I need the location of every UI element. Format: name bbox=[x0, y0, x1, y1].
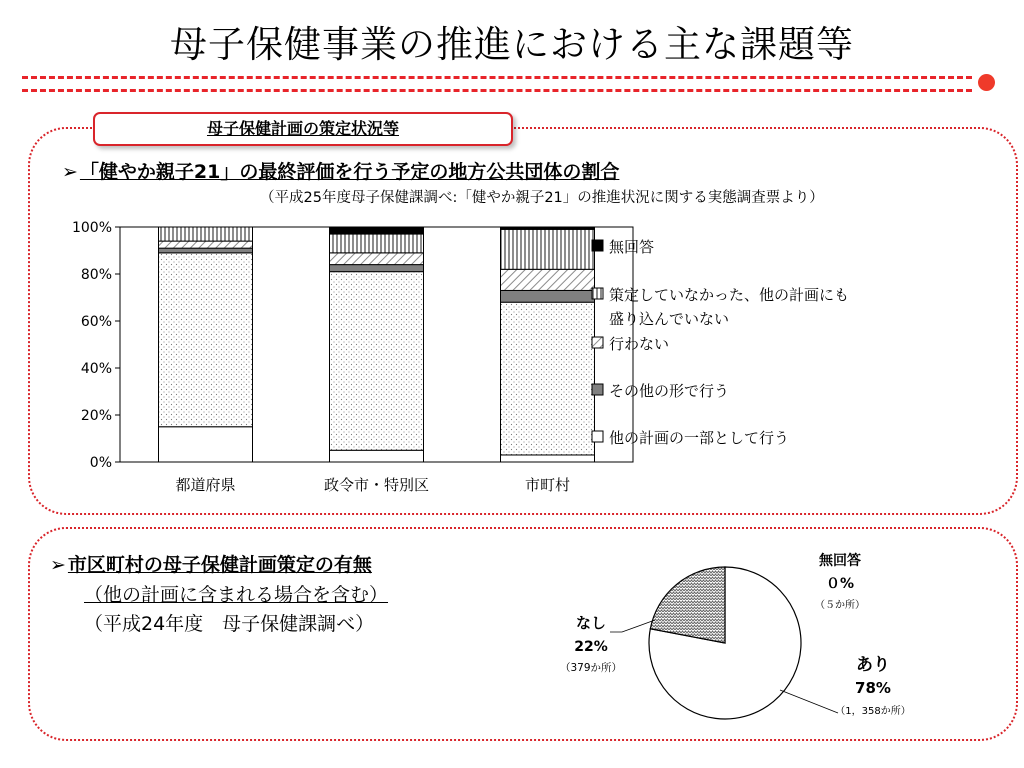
bar-segment bbox=[330, 227, 424, 234]
legend-label: 無回答 bbox=[609, 238, 655, 256]
bar-segment bbox=[330, 450, 424, 462]
bar-segment bbox=[501, 227, 595, 229]
bar-segment bbox=[330, 272, 424, 451]
x-tick-label: 市町村 bbox=[524, 476, 571, 494]
leader-line bbox=[780, 690, 838, 713]
page-title: 母子保健事業の推進における主な課題等 bbox=[170, 23, 854, 66]
pie-heading-text: 市区町村の母子保健計画策定の有無 bbox=[67, 554, 372, 576]
y-tick-label: 20% bbox=[80, 408, 112, 424]
bar-segment bbox=[501, 302, 595, 455]
y-tick-label: 80% bbox=[80, 267, 112, 283]
x-tick-label: 政令市・特別区 bbox=[323, 476, 430, 494]
y-tick-label: 60% bbox=[80, 314, 112, 330]
data-label: ０% bbox=[825, 576, 855, 592]
y-tick-label: 0% bbox=[89, 455, 112, 471]
data-label: （1，358か所） bbox=[835, 706, 911, 717]
section-tab bbox=[93, 112, 513, 146]
legend-label: 行わない bbox=[609, 335, 670, 353]
x-tick-label: 都道府県 bbox=[175, 476, 236, 494]
y-tick-label: 100% bbox=[71, 220, 112, 236]
data-label: （５か所） bbox=[815, 600, 865, 611]
legend-label: その他の形で行う bbox=[609, 382, 730, 400]
bar-segment bbox=[330, 234, 424, 253]
bar-segment bbox=[501, 229, 595, 269]
pie-source-line: （平成24年度 母子保健課調べ） bbox=[84, 613, 375, 635]
title-divider-top bbox=[22, 76, 972, 79]
bar-segment bbox=[159, 241, 253, 248]
bar-segment bbox=[159, 253, 253, 427]
bar-segment bbox=[501, 290, 595, 302]
legend-swatch bbox=[592, 240, 603, 251]
pie-note-line: （他の計画に含まれる場合を含む） bbox=[84, 584, 389, 606]
y-tick-label: 40% bbox=[80, 361, 112, 377]
legend-swatch bbox=[592, 384, 603, 395]
pie-slice-label: なし bbox=[575, 614, 607, 632]
chart-heading-text: 「健やか親子21」の最終評価を行う予定の地方公共団体の割合 bbox=[79, 161, 620, 183]
bullet-arrow-icon: ➢ bbox=[62, 161, 78, 183]
bar-segment bbox=[501, 269, 595, 290]
bar-segment bbox=[159, 227, 253, 241]
data-label: 78% bbox=[855, 679, 891, 697]
title-divider-bottom bbox=[22, 89, 972, 92]
legend-swatch bbox=[592, 431, 603, 442]
chart-heading bbox=[62, 157, 619, 184]
bar-segment bbox=[330, 253, 424, 265]
data-label: 22% bbox=[574, 639, 608, 655]
legend-swatch bbox=[592, 337, 603, 348]
bar-segment bbox=[159, 248, 253, 253]
data-label: （379か所） bbox=[559, 662, 623, 674]
bullet-arrow-icon: ➢ bbox=[50, 554, 66, 576]
pie-slice-label: あり bbox=[856, 655, 890, 675]
legend-swatch bbox=[592, 288, 603, 299]
section-tab-label: 母子保健計画の策定状況等 bbox=[206, 119, 399, 138]
stacked-bar-chart bbox=[60, 208, 1020, 508]
bar-segment bbox=[159, 427, 253, 462]
divider-dot-icon bbox=[978, 74, 995, 91]
bar-segment bbox=[501, 455, 595, 462]
legend-label: 他の計画の一部として行う bbox=[609, 429, 790, 447]
leader-line bbox=[610, 620, 655, 632]
legend-label: 策定していなかった、他の計画にも盛り込んでいない bbox=[609, 286, 850, 328]
pie-slice-label: 無回答 bbox=[819, 553, 861, 569]
pie-heading bbox=[50, 550, 372, 577]
chart-source: （平成25年度母子保健課調べ:「健やか親子21」の推進状況に関する実態調査票より） bbox=[260, 190, 824, 206]
bar-segment bbox=[330, 265, 424, 272]
pie-chart bbox=[540, 540, 1010, 740]
